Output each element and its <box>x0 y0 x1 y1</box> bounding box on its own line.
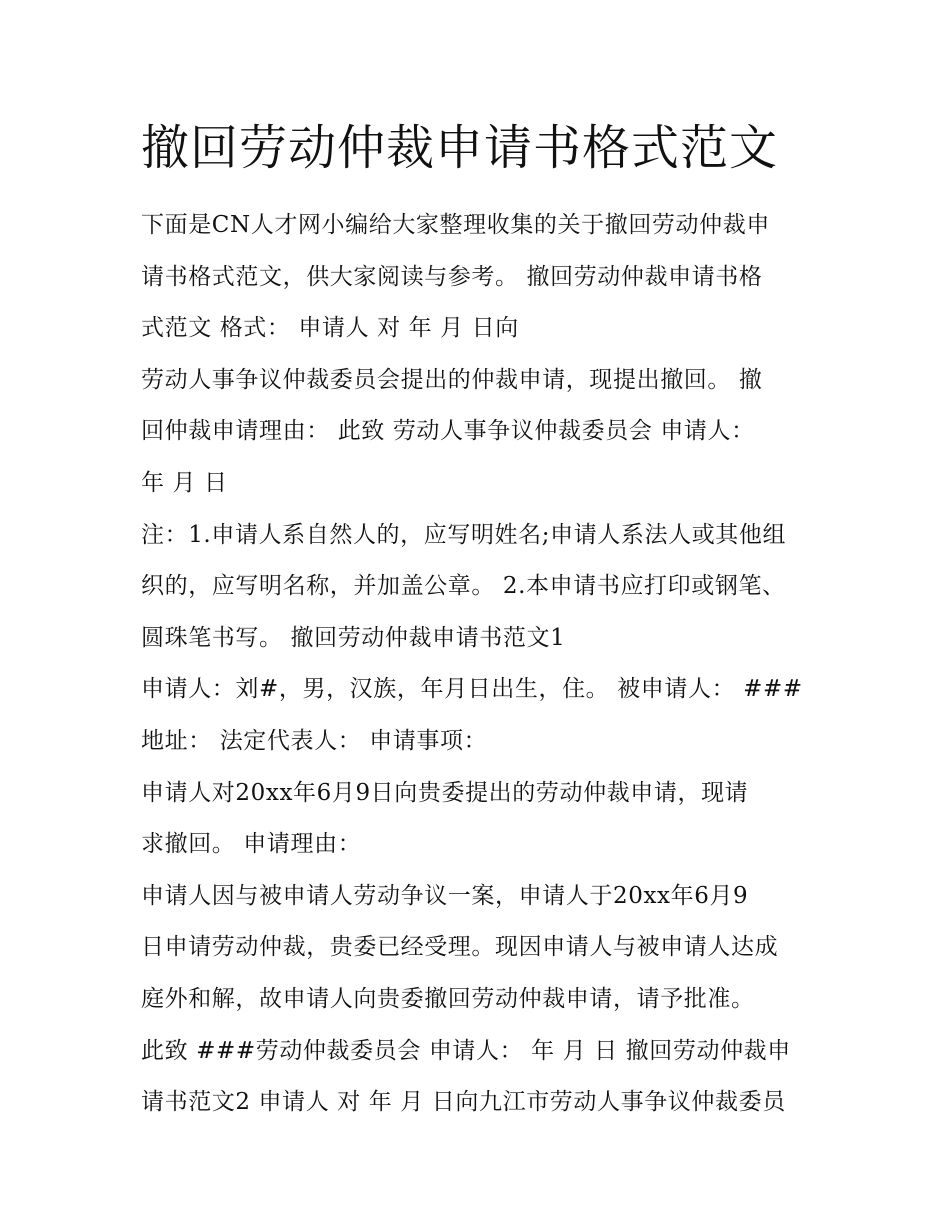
body-line: 注：1.申请人系自然人的，应写明姓名;申请人系法人或其他组 <box>141 521 787 548</box>
body-line: 申请人因与被申请人劳动争议一案，申请人于20xx年6月9 <box>141 882 749 909</box>
body-line: 此致 ###劳动仲裁委员会 申请人： 年 月 日 撤回劳动仲裁申 <box>141 1037 791 1064</box>
body-line: 地址： 法定代表人： 申请事项： <box>141 727 488 754</box>
body-line: 请书范文2 申请人 对 年 月 日向九江市劳动人事争议仲裁委员 <box>141 1089 786 1116</box>
document-title: 撤回劳动仲裁申请书格式范文 <box>141 120 779 176</box>
body-line: 织的，应写明名称，并加盖公章。 2.本申请书应打印或钢笔、 <box>141 573 786 600</box>
body-line: 圆珠笔书写。 撤回劳动仲裁申请书范文1 <box>141 624 566 651</box>
body-line: 求撤回。 申请理由： <box>141 831 362 858</box>
body-line: 劳动人事争议仲裁委员会提出的仲裁申请，现提出撤回。 撤 <box>141 366 763 393</box>
body-line: 下面是CN人才网小编给大家整理收集的关于撤回劳动仲裁申 <box>141 212 770 238</box>
body-line: 式范文 格式： 申请人 对 年 月 日向 <box>141 315 519 342</box>
document-body <box>141 200 831 1129</box>
body-line: 日申请劳动仲裁，贵委已经受理。现因申请人与被申请人达成 <box>141 934 779 961</box>
body-line: 申请人对20xx年6月9日向贵委提出的劳动仲裁申请，现请 <box>141 779 749 806</box>
body-line: 庭外和解，故申请人向贵委撤回劳动仲裁申请，请予批准。 <box>141 985 755 1012</box>
body-line: 回仲裁申请理由： 此致 劳动人事争议仲裁委员会 申请人： <box>141 418 755 445</box>
body-line: 请书格式范文，供大家阅读与参考。 撤回劳动仲裁申请书格 <box>141 263 763 290</box>
body-line: 申请人：刘#，男，汉族，年月日出生，住。 被申请人： ### <box>141 676 803 703</box>
body-line: 年 月 日 <box>141 469 228 496</box>
